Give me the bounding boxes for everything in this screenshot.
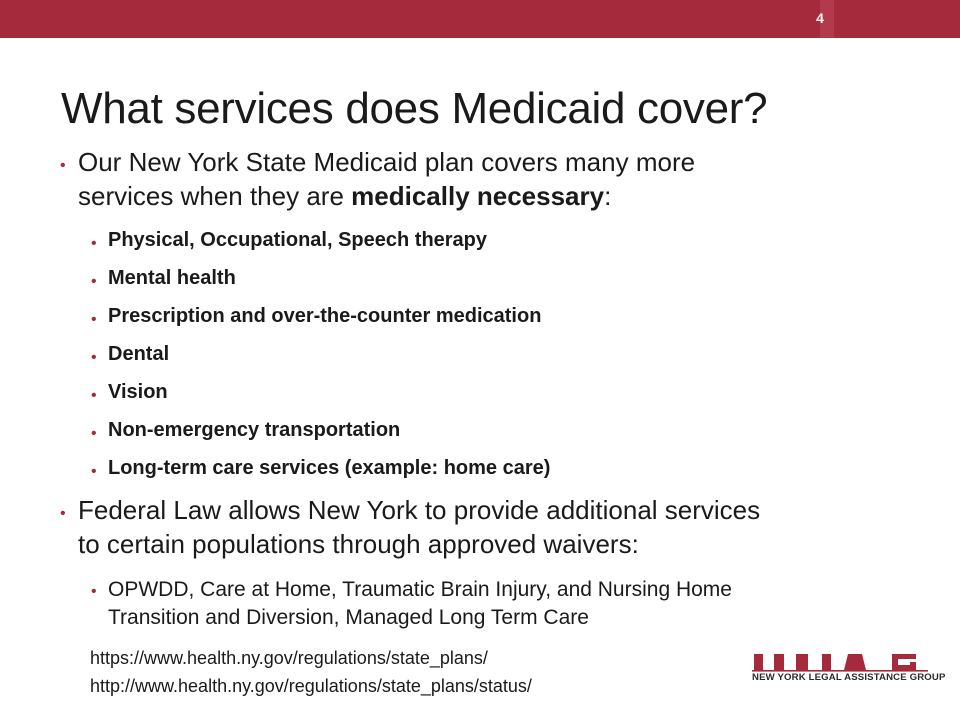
list-item: Mental health: [108, 267, 236, 289]
slide-number: 4: [816, 10, 824, 26]
intro-line-2: [78, 179, 938, 213]
federal-paragraph: [78, 493, 938, 561]
intro-text: services when they are: [78, 181, 352, 211]
list-item: Non-emergency transportation: [108, 419, 401, 441]
waivers-paragraph: [108, 576, 732, 632]
page-title: What services does Medicaid cover?: [61, 84, 768, 133]
list-item: Vision: [108, 381, 168, 403]
list-item: Prescription and over-the-counter medication: [108, 305, 542, 327]
bullet-icon: •: [60, 505, 66, 522]
waivers-line-2: Transition and Diversion, Managed Long Term Care: [108, 606, 589, 629]
bullet-icon: •: [91, 425, 97, 442]
federal-line-2: to certain populations through approved waivers:: [78, 529, 639, 559]
logo-subtitle: NEW YORK LEGAL ASSISTANCE GROUP: [752, 672, 946, 683]
waivers-line-1: OPWDD, Care at Home, Traumatic Brain Injury, and Nursing Home: [108, 578, 732, 601]
list-item: Long-term care services (example: home care): [108, 457, 551, 479]
bullet-icon: •: [60, 157, 66, 174]
url-link-2[interactable]: http://www.health.ny.gov/regulations/state_plans/status/: [90, 676, 532, 696]
federal-line-1: Federal Law allows New York to provide additional services: [78, 495, 761, 525]
intro-line-1: Our New York State Medicaid plan covers many more: [78, 147, 696, 177]
bullet-icon: •: [91, 463, 97, 480]
bullet-icon: •: [91, 387, 97, 404]
list-item: Physical, Occupational, Speech therapy: [108, 229, 488, 251]
bullet-icon: •: [91, 349, 97, 366]
intro-paragraph: [78, 145, 938, 213]
bullet-icon: •: [91, 583, 97, 600]
bullet-icon: •: [91, 273, 97, 290]
bullet-icon: •: [91, 311, 97, 328]
intro-colon: :: [604, 181, 612, 211]
list-item: Dental: [108, 343, 170, 365]
url-link-1[interactable]: https://www.health.ny.gov/regulations/state_plans/: [90, 648, 488, 668]
intro-emphasis: medically necessary: [351, 181, 605, 211]
bullet-icon: •: [91, 235, 97, 252]
